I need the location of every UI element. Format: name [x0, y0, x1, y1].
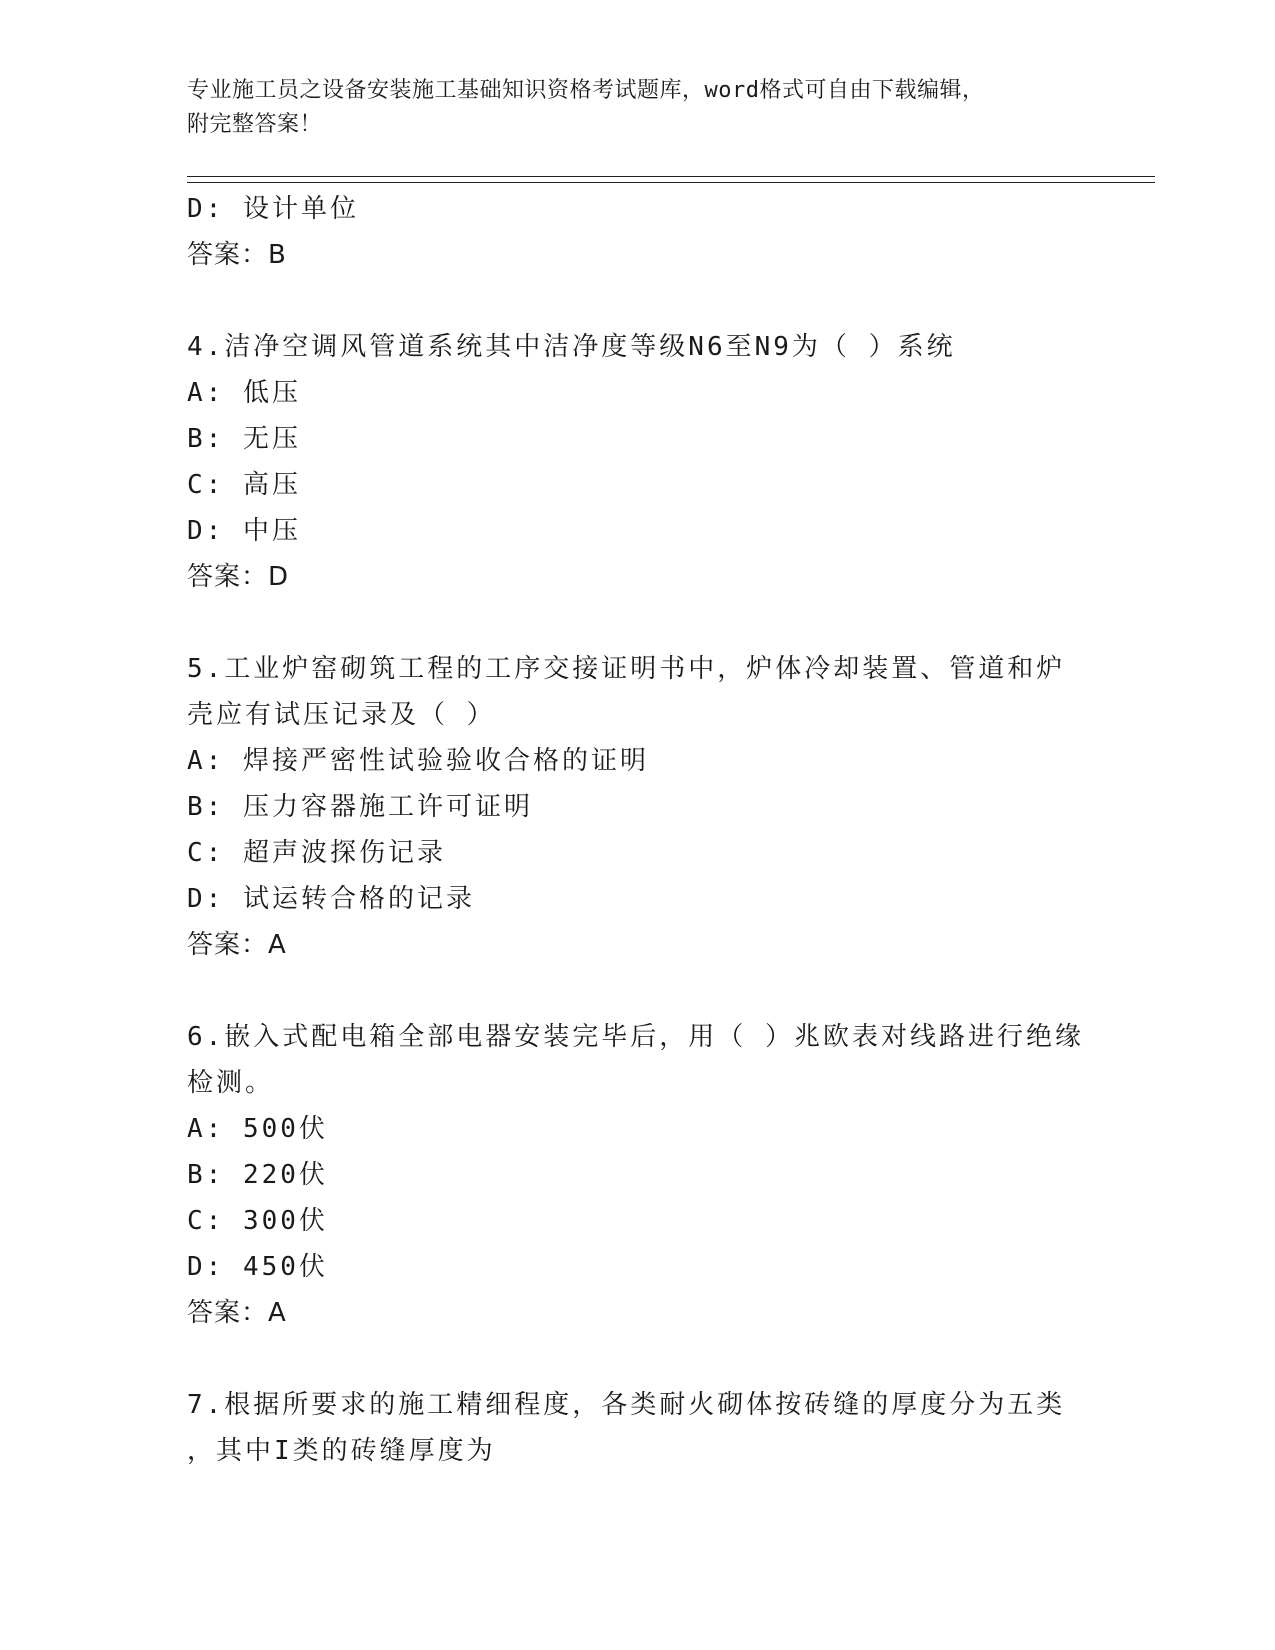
- option-b: B: 无压: [187, 424, 301, 454]
- option-c: C: 300伏: [187, 1206, 328, 1236]
- answer: 答案：A: [187, 1298, 287, 1328]
- option-a: A: 焊接严密性试验验收合格的证明: [187, 746, 649, 776]
- question-stem-line-1: 5.工业炉窑砌筑工程的工序交接证明书中，炉体冷却装置、管道和炉: [187, 654, 1066, 684]
- question-3-tail: [187, 186, 1087, 278]
- answer: 答案：B: [187, 240, 287, 270]
- document-header: [187, 74, 1067, 142]
- question-stem-line-1: 6.嵌入式配电箱全部电器安装完毕后，用（ ）兆欧表对线路进行绝缘: [187, 1022, 1084, 1052]
- spacer: [187, 278, 1087, 324]
- option-a: A: 低压: [187, 378, 301, 408]
- spacer: [187, 968, 1087, 1014]
- option-c: C: 高压: [187, 470, 301, 500]
- question-stem-line-2: 检测。: [187, 1068, 275, 1098]
- option-a: A: 500伏: [187, 1114, 328, 1144]
- question-stem-line-2: 壳应有试压记录及（ ）: [187, 700, 496, 730]
- header-title-line-1: 专业施工员之设备安装施工基础知识资格考试题库，word格式可自由下载编辑，: [187, 78, 985, 103]
- option-b: B: 220伏: [187, 1160, 328, 1190]
- question-4: [187, 324, 1087, 600]
- question-list: [187, 186, 1087, 1474]
- option-d: D: 450伏: [187, 1252, 328, 1282]
- question-6: [187, 1014, 1087, 1336]
- question-5: [187, 646, 1087, 968]
- header-title-line-2: 附完整答案！: [187, 112, 323, 137]
- header-divider-bottom: [187, 182, 1155, 183]
- option-d: D: 设计单位: [187, 194, 359, 224]
- spacer: [187, 600, 1087, 646]
- option-d: D: 中压: [187, 516, 301, 546]
- answer: 答案：A: [187, 930, 287, 960]
- question-7: [187, 1382, 1087, 1474]
- question-stem: 4.洁净空调风管道系统其中洁净度等级N6至N9为（ ）系统: [187, 332, 956, 362]
- header-divider-top: [187, 176, 1155, 177]
- option-c: C: 超声波探伤记录: [187, 838, 446, 868]
- option-b: B: 压力容器施工许可证明: [187, 792, 533, 822]
- question-stem-line-1: 7.根据所要求的施工精细程度，各类耐火砌体按砖缝的厚度分为五类: [187, 1390, 1066, 1420]
- question-stem-line-2: ，其中I类的砖缝厚度为: [187, 1436, 496, 1466]
- answer: 答案：D: [187, 562, 290, 592]
- option-d: D: 试运转合格的记录: [187, 884, 475, 914]
- spacer: [187, 1336, 1087, 1382]
